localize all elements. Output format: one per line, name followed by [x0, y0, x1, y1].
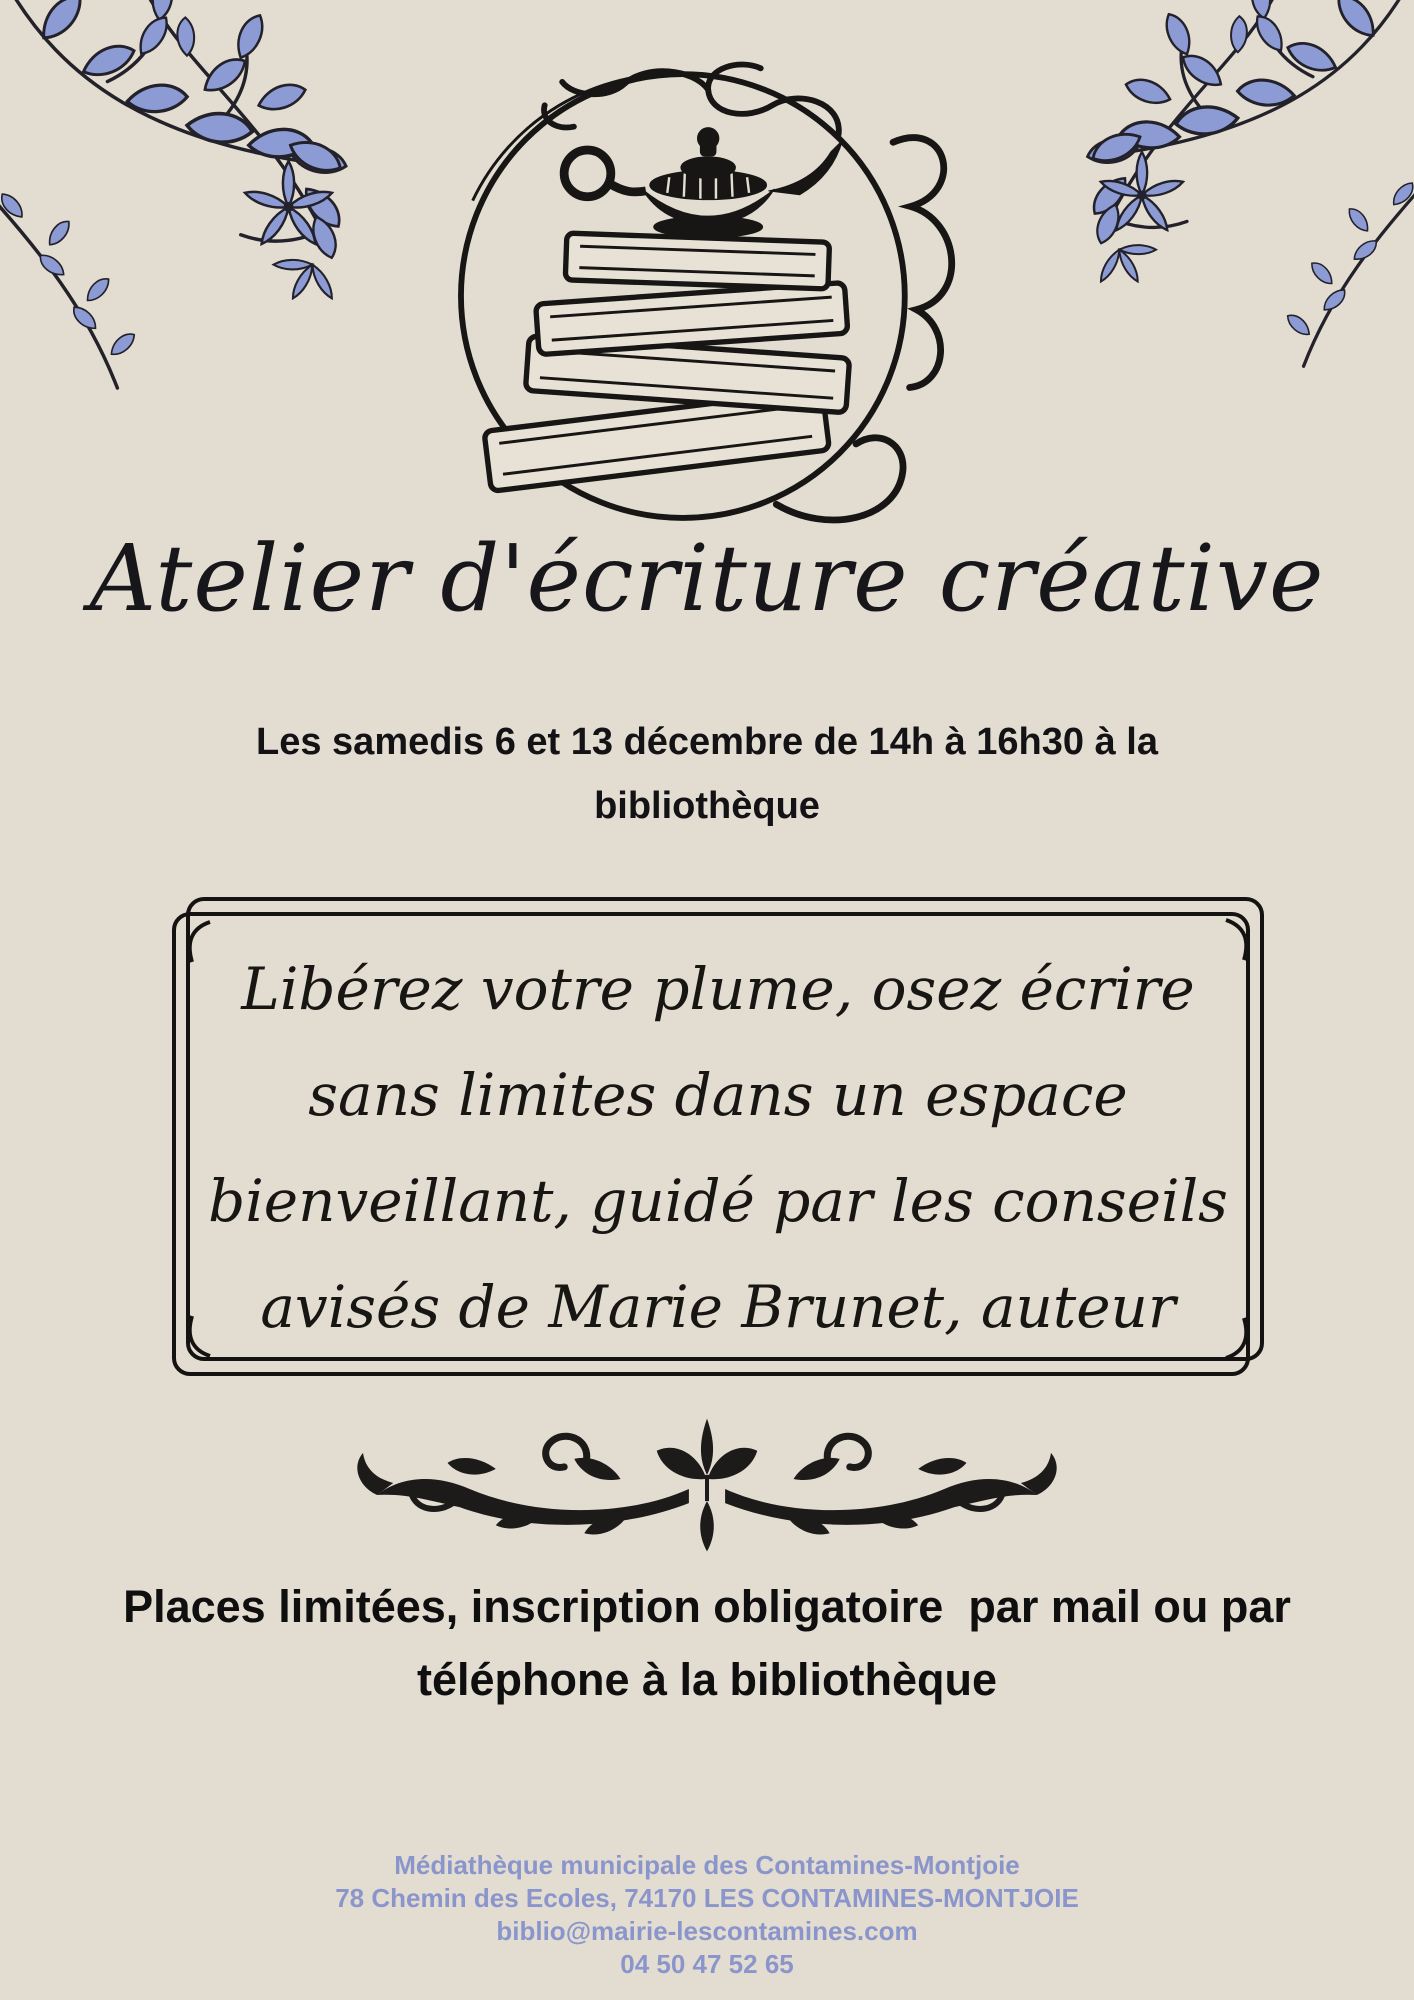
books-and-genie-lamp-illustration	[418, 16, 963, 541]
quote-frame	[166, 892, 1270, 1389]
registration-note	[0, 1570, 1414, 1716]
quote-line-2: sans limites dans un espace	[308, 1061, 1128, 1129]
floral-branches-top-right-icon	[1046, 0, 1414, 370]
footer-phone: 04 50 47 52 65	[620, 1949, 794, 1979]
books-and-genie-lamp-icon	[418, 16, 963, 541]
quote-line-4: avisés de Marie Brunet, auteur	[260, 1273, 1176, 1341]
flourish-divider	[355, 1404, 1059, 1566]
footer-library-name: Médiathèque municipale des Contamines-Montjoie	[394, 1850, 1020, 1880]
genie-lamp-icon	[564, 128, 842, 238]
registration-note-line-2: téléphone à la bibliothèque	[416, 1654, 998, 1705]
contact-footer	[0, 1849, 1414, 1981]
footer-email: biblio@mairie-lescontamines.com	[496, 1916, 918, 1946]
poster-title: Atelier d'écriture créative	[89, 525, 1325, 632]
quote-line-1: Libérez votre plume, osez écrire	[241, 955, 1195, 1023]
smoke-swirl-icon	[544, 65, 839, 135]
quote-text	[166, 892, 1270, 1360]
subtitle-line-1: Les samedis 6 et 13 décembre de 14h à 16h30 à la	[256, 721, 1158, 763]
date-location-subtitle	[0, 710, 1414, 838]
floral-branches-top-left-icon	[0, 0, 390, 392]
quote-line-3: bienveillant, guidé par les conseils	[208, 1167, 1228, 1235]
subtitle-line-2: bibliothèque	[594, 785, 820, 827]
footer-address: 78 Chemin des Ecoles, 74170 LES CONTAMINES-MONTJOIE	[335, 1883, 1079, 1913]
registration-note-line-1: Places limitées, inscription obligatoire par mail ou par	[123, 1581, 1291, 1632]
acanthus-flourish-icon	[355, 1404, 1059, 1566]
